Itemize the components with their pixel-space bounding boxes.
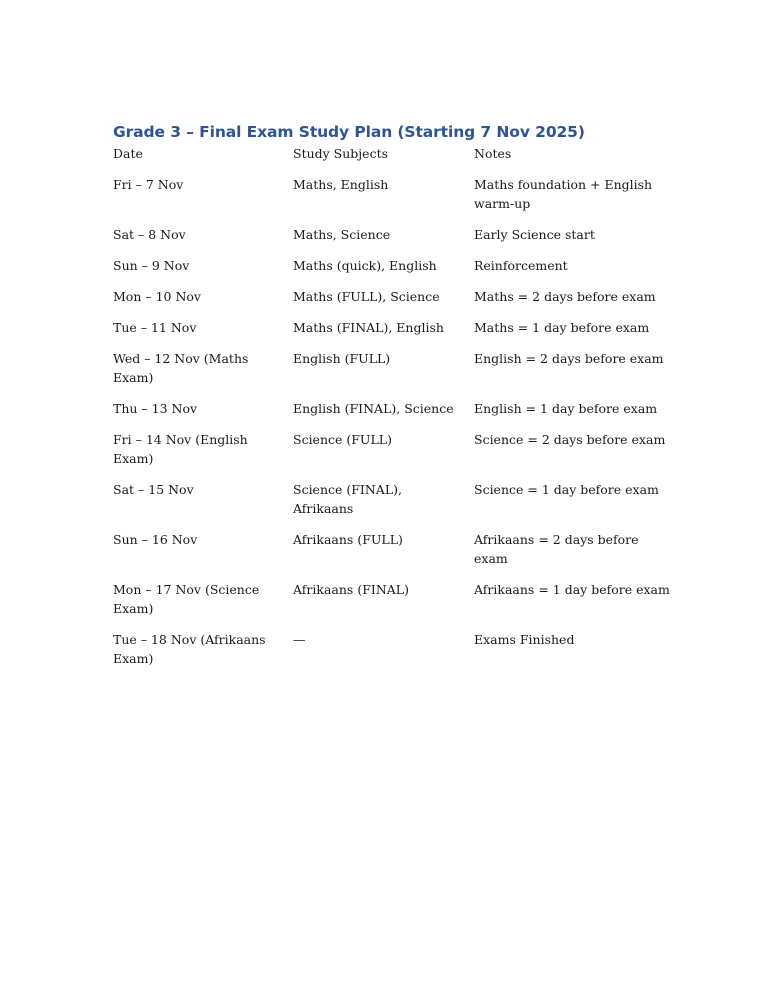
cell-date: Fri – 14 Nov (English Exam) xyxy=(113,432,248,466)
table-row xyxy=(113,480,673,530)
table-row xyxy=(113,175,673,225)
cell-subjects: Science (FULL) xyxy=(293,432,392,447)
cell-notes: Reinforcement xyxy=(474,258,568,273)
table-row xyxy=(113,630,673,680)
table-row xyxy=(113,318,673,349)
cell-notes: English = 2 days before exam xyxy=(474,351,664,366)
cell-date: Mon – 17 Nov (Science Exam) xyxy=(113,582,260,616)
table-row xyxy=(113,399,673,430)
page-title: Grade 3 – Final Exam Study Plan (Starting 7 Nov 2025) xyxy=(113,123,585,141)
cell-notes: Afrikaans = 2 days before exam xyxy=(474,532,639,566)
table-row xyxy=(113,430,673,480)
cell-subjects: Afrikaans (FULL) xyxy=(293,532,403,547)
cell-subjects: Afrikaans (FINAL) xyxy=(293,582,409,597)
table-row xyxy=(113,256,673,287)
cell-subjects: Maths (FULL), Science xyxy=(293,289,440,304)
cell-date: Sun – 9 Nov xyxy=(113,258,190,273)
cell-date: Mon – 10 Nov xyxy=(113,289,201,304)
cell-subjects: Maths (quick), English xyxy=(293,258,437,273)
cell-notes: Exams Finished xyxy=(474,632,575,647)
table-row xyxy=(113,225,673,256)
cell-date: Sat – 8 Nov xyxy=(113,227,186,242)
column-header-subjects: Study Subjects xyxy=(293,146,389,161)
document-page xyxy=(113,120,673,680)
table-row xyxy=(113,287,673,318)
cell-date: Wed – 12 Nov (Maths Exam) xyxy=(113,351,249,385)
cell-date: Fri – 7 Nov xyxy=(113,177,184,192)
column-header-date: Date xyxy=(113,146,143,161)
cell-notes: Maths = 2 days before exam xyxy=(474,289,656,304)
cell-date: Sat – 15 Nov xyxy=(113,482,194,497)
cell-date: Tue – 18 Nov (Afrikaans Exam) xyxy=(113,632,266,666)
cell-subjects: Maths (FINAL), English xyxy=(293,320,444,335)
cell-notes: Early Science start xyxy=(474,227,595,242)
table-row xyxy=(113,349,673,399)
column-header-notes: Notes xyxy=(474,146,512,161)
cell-notes: Maths = 1 day before exam xyxy=(474,320,650,335)
cell-notes: Maths foundation + English warm-up xyxy=(474,177,653,211)
cell-subjects: Science (FINAL), Afrikaans xyxy=(293,482,402,516)
cell-subjects: English (FINAL), Science xyxy=(293,401,454,416)
cell-notes: Afrikaans = 1 day before exam xyxy=(474,582,670,597)
cell-date: Thu – 13 Nov xyxy=(113,401,198,416)
table-header-row xyxy=(113,144,673,175)
cell-notes: English = 1 day before exam xyxy=(474,401,658,416)
cell-notes: Science = 1 day before exam xyxy=(474,482,659,497)
cell-notes: Science = 2 days before exam xyxy=(474,432,666,447)
cell-subjects: English (FULL) xyxy=(293,351,391,366)
cell-subjects: Maths, Science xyxy=(293,227,391,242)
cell-date: Tue – 11 Nov xyxy=(113,320,197,335)
cell-date: Sun – 16 Nov xyxy=(113,532,198,547)
table-row xyxy=(113,580,673,630)
cell-subjects: — xyxy=(293,632,306,647)
table-row xyxy=(113,530,673,580)
study-plan-table xyxy=(113,144,673,680)
cell-subjects: Maths, English xyxy=(293,177,389,192)
